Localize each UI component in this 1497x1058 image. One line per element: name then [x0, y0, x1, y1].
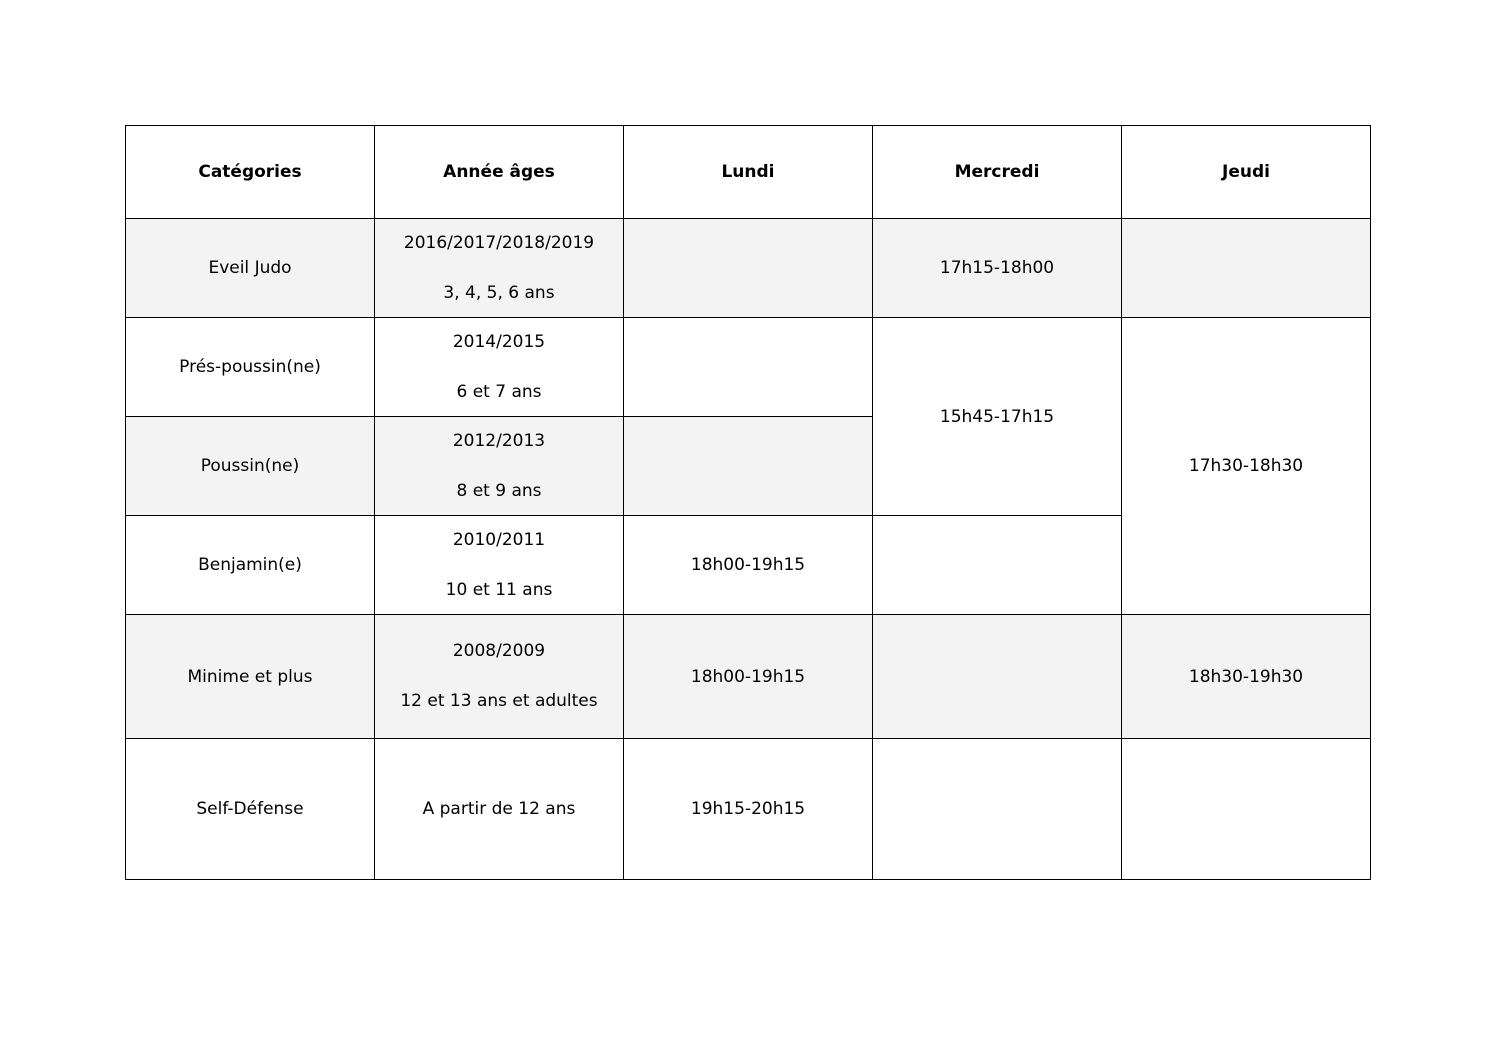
header-jeudi: Jeudi — [1122, 126, 1371, 219]
cell-ages: 12 et 13 ans et adultes — [400, 691, 598, 711]
cell-mercredi: 17h15-18h00 — [873, 219, 1122, 318]
cell-jeudi: 18h30-19h30 — [1122, 615, 1371, 739]
cell-mercredi — [873, 739, 1122, 880]
table-row — [126, 219, 1371, 318]
cell-ages: 6 et 7 ans — [456, 381, 542, 402]
cell-categorie: Prés-poussin(ne) — [126, 318, 375, 417]
cell-mercredi — [873, 516, 1122, 615]
header-annee-ages: Année âges — [375, 126, 624, 219]
header-lundi: Lundi — [624, 126, 873, 219]
cell-annee-ages — [375, 219, 624, 318]
cell-ages: 8 et 9 ans — [456, 480, 542, 501]
cell-annee-ages — [375, 318, 624, 417]
cell-annee: 2012/2013 — [452, 430, 546, 451]
header-mercredi: Mercredi — [873, 126, 1122, 219]
cell-lundi: 18h00-19h15 — [624, 615, 873, 739]
cell-jeudi — [1122, 219, 1371, 318]
cell-jeudi — [1122, 739, 1371, 880]
cell-lundi — [624, 318, 873, 417]
cell-jeudi: 17h30-18h30 — [1122, 318, 1371, 615]
cell-annee-ages — [375, 615, 624, 739]
cell-lundi — [624, 417, 873, 516]
table-header-row — [126, 126, 1371, 219]
cell-mercredi: 15h45-17h15 — [873, 318, 1122, 516]
cell-categorie: Minime et plus — [126, 615, 375, 739]
cell-annee: 2016/2017/2018/2019 — [403, 232, 595, 253]
header-categories: Catégories — [126, 126, 375, 219]
cell-annee-ages — [375, 516, 624, 615]
cell-annee-ages: A partir de 12 ans — [375, 739, 624, 880]
cell-lundi: 19h15-20h15 — [624, 739, 873, 880]
cell-categorie: Self-Défense — [126, 739, 375, 880]
table-row — [126, 615, 1371, 739]
cell-ages: 10 et 11 ans — [445, 579, 553, 600]
cell-annee: 2008/2009 — [452, 641, 546, 661]
cell-ages: 3, 4, 5, 6 ans — [443, 282, 555, 303]
cell-mercredi — [873, 615, 1122, 739]
cell-categorie: Eveil Judo — [126, 219, 375, 318]
schedule-table — [125, 125, 1371, 880]
table-row — [126, 318, 1371, 417]
cell-annee: 2010/2011 — [452, 529, 546, 550]
cell-categorie: Poussin(ne) — [126, 417, 375, 516]
table-row — [126, 739, 1371, 880]
cell-annee-ages — [375, 417, 624, 516]
cell-lundi: 18h00-19h15 — [624, 516, 873, 615]
cell-annee: 2014/2015 — [452, 331, 546, 352]
cell-categorie: Benjamin(e) — [126, 516, 375, 615]
cell-lundi — [624, 219, 873, 318]
